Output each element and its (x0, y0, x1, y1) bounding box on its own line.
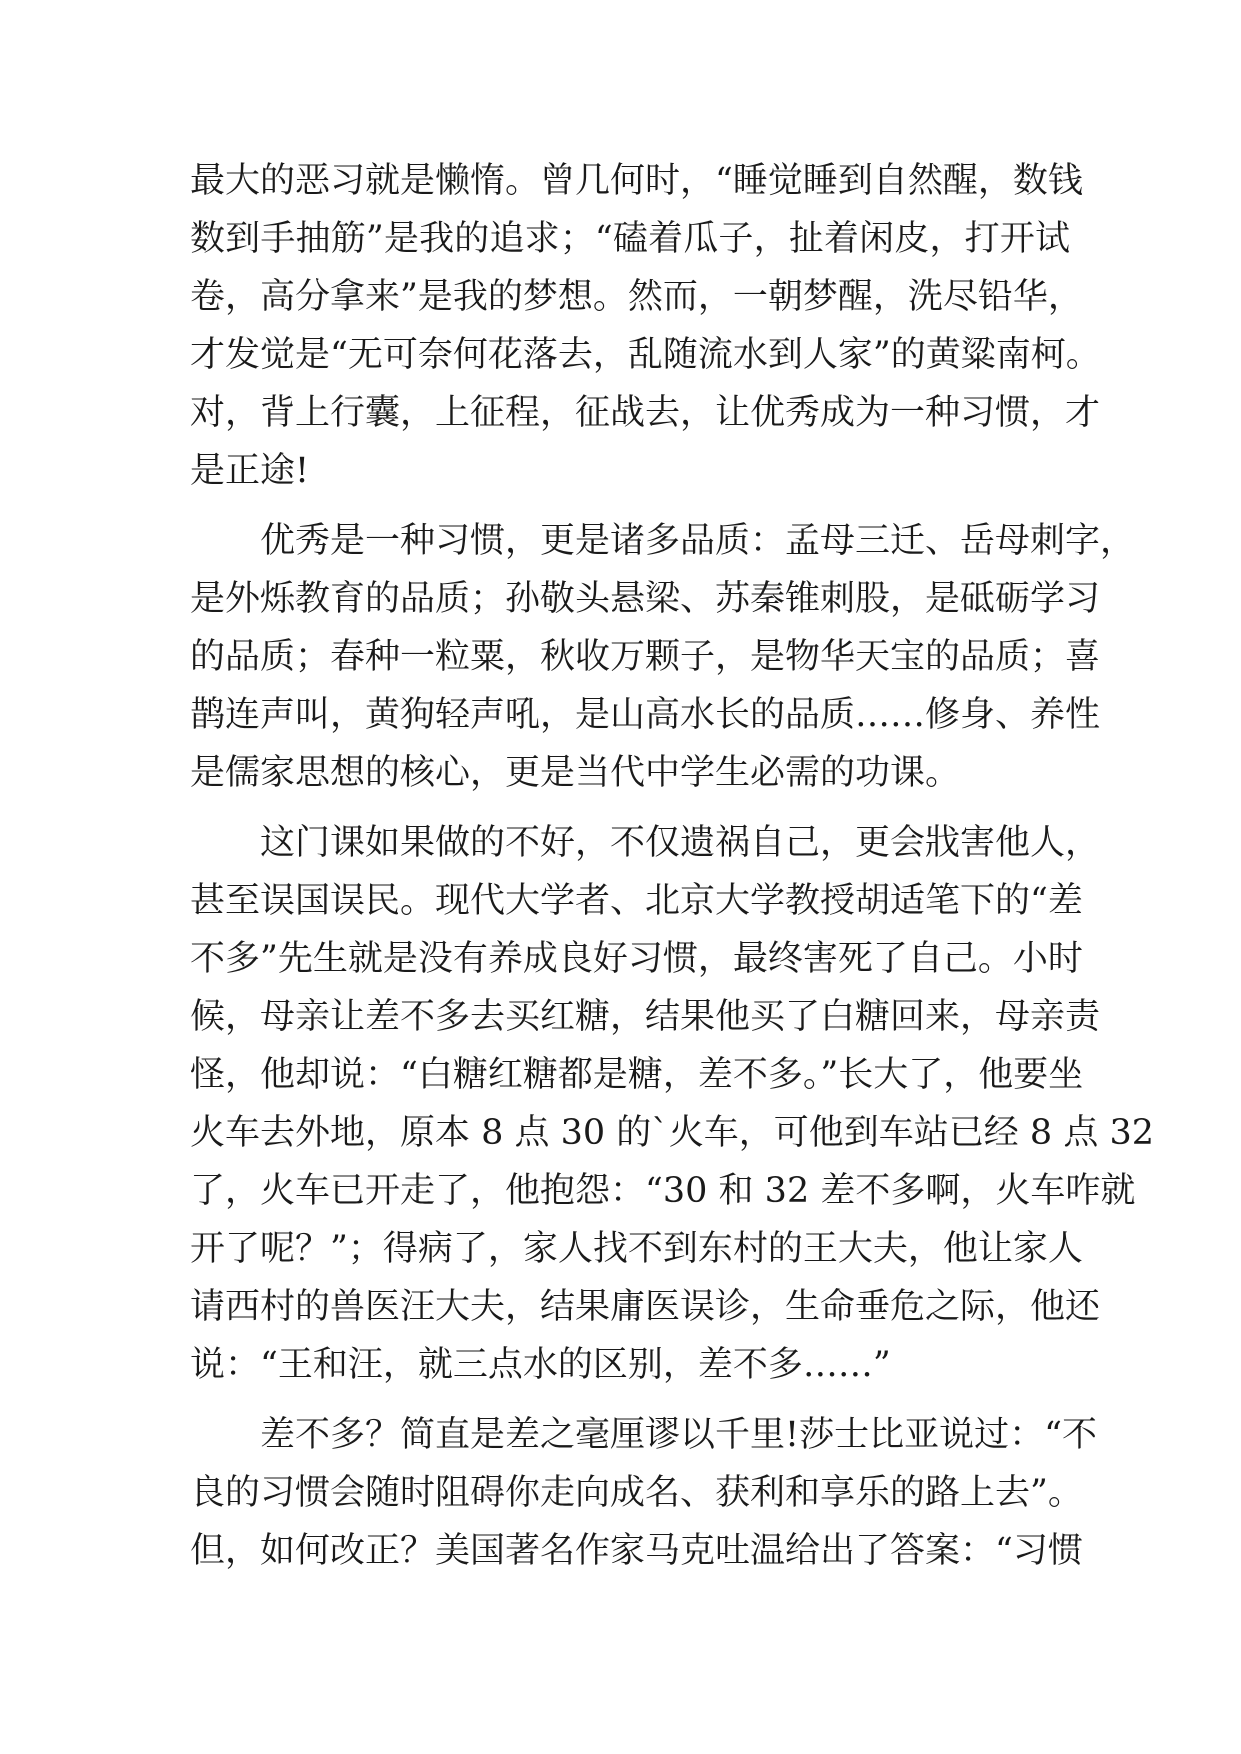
text-line: 怪，他却说：“白糖红糖都是糖，差不多。”长大了，他要坐 (190, 1055, 1084, 1095)
paragraph-1 (190, 152, 1101, 500)
text-line: 这门课如果做的不好，不仅遗祸自己，更会戕害他人， (260, 823, 1101, 863)
text-line: 的品质；春种一粒粟，秋收万颗子，是物华天宝的品质；喜 (190, 637, 1101, 677)
text-line: 说：“王和汪，就三点水的区别，差不多……” (190, 1345, 891, 1385)
text-line: 甚至误国误民。现代大学者、北京大学教授胡适笔下的“差 (190, 881, 1083, 921)
text-line: 数到手抽筋”是我的追求；“磕着瓜子，扯着闲皮，打开试 (190, 219, 1070, 259)
essay-body (190, 152, 1154, 1580)
text-line: 卷，高分拿来”是我的梦想。然而，一朝梦醒，洗尽铅华， (190, 277, 1083, 317)
text-line: 是外烁教育的品质；孙敬头悬梁、苏秦锥刺股，是砥砺学习 (190, 579, 1101, 619)
text-line: 优秀是一种习惯，更是诸多品质：孟母三迁、岳母刺字， (260, 521, 1136, 561)
text-line: 差不多？简直是差之毫厘谬以千里!莎士比亚说过：“不 (260, 1415, 1097, 1455)
text-line: 对，背上行囊，上征程，征战去，让优秀成为一种习惯，才 (190, 393, 1101, 433)
text-line: 最大的恶习就是懒惰。曾几何时，“睡觉睡到自然醒，数钱 (190, 161, 1083, 201)
text-line: 火车去外地，原本 8 点 30 的`火车，可他到车站已经 8 点 32 (190, 1113, 1154, 1153)
text-line: 但，如何改正？美国著名作家马克吐温给出了答案：“习惯 (190, 1531, 1083, 1571)
text-line: 鹊连声叫，黄狗轻声吼，是山高水长的品质……修身、养性 (190, 695, 1101, 735)
text-line: 开了呢？”；得病了，家人找不到东村的王大夫，他让家人 (190, 1229, 1083, 1269)
text-line: 良的习惯会随时阻碍你走向成名、获利和享乐的路上去”。 (190, 1473, 1083, 1513)
paragraph-3 (190, 814, 1154, 1394)
text-line: 了，火车已开走了，他抱怨：“30 和 32 差不多啊，火车咋就 (190, 1171, 1136, 1211)
paragraph-4 (190, 1406, 1097, 1580)
text-line: 才发觉是“无可奈何花落去，乱随流水到人家”的黄粱南柯。 (190, 335, 1101, 375)
text-line: 是儒家思想的核心，更是当代中学生必需的功课。 (190, 753, 961, 793)
text-line: 是正途! (190, 451, 310, 491)
text-line: 请西村的兽医汪大夫，结果庸医误诊，生命垂危之际，他还 (190, 1287, 1101, 1327)
paragraph-2 (190, 512, 1136, 802)
text-line: 不多”先生就是没有养成良好习惯，最终害死了自己。小时 (190, 939, 1083, 979)
text-line: 候，母亲让差不多去买红糖，结果他买了白糖回来，母亲责 (190, 997, 1101, 1037)
